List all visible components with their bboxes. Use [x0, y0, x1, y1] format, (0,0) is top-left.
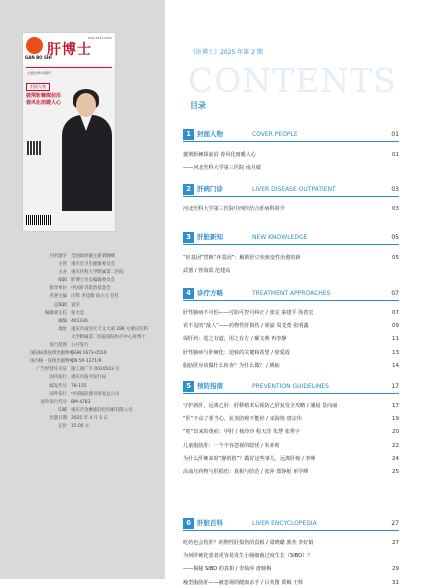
left-panel [0, 0, 165, 579]
section-page: 05 [391, 234, 399, 241]
masthead-value: CN 50-1271/R [71, 359, 102, 365]
masthead-row [30, 318, 160, 326]
masthead-row [30, 374, 160, 382]
masthead-value: 重庆医科大学附属第二医院 [71, 270, 124, 276]
article-title: 脂肪肝应该做什么检查？为什么做？ / 姚灿 [183, 362, 280, 369]
article-entry[interactable] [183, 309, 399, 318]
article-page: 27 [392, 540, 399, 546]
masthead-key: 国际标准连续出版物号 [30, 351, 74, 357]
masthead-row [30, 326, 160, 334]
section-rule [183, 393, 399, 394]
section-number: 5 [183, 381, 194, 392]
masthead-key: 编辑 [58, 278, 67, 284]
article-page: 05 [392, 255, 399, 261]
section-header[interactable] [183, 381, 399, 392]
masthead-key: 国外发行 [49, 391, 67, 397]
article-page: 01 [392, 152, 399, 158]
section-title-cn: 肝病门诊 [197, 185, 223, 193]
article-title: 保肝药：选之有道，用之有方 / 戴文燕 再李静 [183, 336, 287, 343]
article-page: 03 [392, 206, 399, 212]
article-title: 河北医科大学第三医院中西医结合肝病科简介 [183, 206, 285, 212]
masthead-value: 大学附属第二医院国际医疗中心肝博士 [71, 334, 146, 340]
masthead-row [30, 334, 160, 342]
masthead-key: 总编辑 [53, 302, 67, 308]
masthead-value: 重庆市南岸区天文大道 288 号重庆医科 [71, 326, 149, 332]
masthead-value: 78-155 [71, 383, 87, 389]
article-title: 肝性脑病不可怕——可防可控可纠正 / 张亮 秦建平 汤善宏 [183, 310, 314, 316]
article-page: 31 [392, 579, 399, 586]
masthead-value: ISSN 1673-0550 [71, 351, 107, 357]
masthead-value: 肝博士杂志编辑委员会 [71, 278, 115, 284]
masthead-value: 袁军 [71, 302, 80, 308]
section-number: 1 [183, 129, 194, 140]
article-title: “肝”不动了要当心，抗炎防癌不能停 / 宋海艳 唐宗伟 [183, 416, 302, 423]
masthead-row [30, 358, 160, 366]
masthead-key: 印刷 [58, 407, 67, 413]
article-entry[interactable] [183, 335, 399, 344]
article-page: 13 [392, 349, 399, 356]
contents-title: 目录 [190, 101, 206, 110]
cover-header [23, 33, 115, 65]
masthead-value: 2025 年 4 月 5 日 [71, 415, 108, 421]
section-number: 2 [183, 184, 194, 195]
article-title: 披荆斩棘探前沿 春风化雨暖人心 [183, 152, 256, 158]
article-title: 守护新肝，远离乙肝：肝移植术后预防乙肝复发全攻略 / 潘晨 景向丽 [183, 403, 338, 409]
masthead-row [30, 269, 160, 277]
masthead-value: BM 4783 [71, 399, 91, 405]
masthead-row [30, 423, 160, 431]
article-entry[interactable] [183, 267, 399, 276]
section-title-cn: 肝脏新知 [197, 233, 223, 241]
section-title-cn: 肝脏百科 [197, 519, 223, 527]
section-rule [183, 141, 399, 142]
cover-logo-text: GAN BO SHI [25, 55, 52, 60]
section-title-en: PREVENTION GUIDELINES [252, 383, 329, 390]
masthead-row [30, 350, 160, 358]
section-title-cn: 诊疗方略 [197, 289, 223, 297]
barcode-icon [26, 215, 52, 225]
section-page: 03 [391, 186, 399, 193]
section-page: 17 [391, 383, 399, 390]
masthead [30, 253, 160, 431]
section-number: 4 [183, 288, 194, 299]
article-page: 29 [392, 566, 399, 573]
article-entry[interactable] [183, 455, 399, 464]
article-entry[interactable] [183, 205, 399, 214]
masthead-key: 刊名题字 [49, 254, 67, 259]
section-header[interactable] [183, 129, 399, 140]
article-entry[interactable] [183, 579, 399, 588]
masthead-value: 重庆市报刊发行局 [71, 375, 107, 381]
masthead-row [30, 407, 160, 415]
masthead-row [30, 310, 160, 318]
masthead-value: 重庆市金雅迪彩色印刷有限公司 [71, 407, 133, 413]
section-title-en: NEW KNOWLEDGE [252, 234, 308, 241]
section-header[interactable] [183, 518, 399, 529]
section-rule [183, 530, 399, 531]
section-title-en: LIVER ENCYCLOPEDIA [252, 520, 317, 527]
article-page: 22 [392, 442, 399, 449]
masthead-row [30, 285, 160, 293]
section-rule [183, 196, 399, 197]
article-entry[interactable] [183, 349, 399, 358]
section-title-en: TREATMENT APPROACHES [252, 290, 331, 297]
article-title: 肝性脑病与肝硬化：逆转的关键和希望 / 徐爱霞 [183, 349, 290, 356]
masthead-value: 中国国际图书贸易总公司 [71, 391, 120, 397]
masthead-key: 国外发行代号 [40, 399, 67, 405]
logo-icon [26, 37, 43, 54]
masthead-key: 主办 [58, 270, 67, 276]
section-number: 3 [183, 232, 194, 243]
article-title: 儿童脂肪肝：一个不容忽视的隐忧 / 朱亚莉 [183, 442, 280, 449]
masthead-key: 地址 [58, 326, 67, 332]
cover-divider [26, 67, 112, 68]
masthead-key: 主管 [58, 262, 67, 268]
masthead-row [30, 253, 160, 261]
masthead-row [30, 383, 160, 391]
masthead-key: 邮编 [58, 318, 67, 324]
article-entry[interactable] [183, 362, 399, 371]
masthead-row [30, 415, 160, 423]
article-entry[interactable] [183, 565, 399, 574]
article-page: 19 [392, 416, 399, 423]
masthead-value: 重庆市卫生健康委员会 [71, 262, 115, 268]
magazine-cover[interactable] [22, 32, 116, 232]
masthead-row [30, 261, 160, 269]
masthead-row [30, 342, 160, 350]
masthead-key: 广告经营许可证 [36, 367, 67, 373]
article-title: 为什么肝硬来时“静悄悄”？做好这些事儿，远离肝癌 / 李峥 [183, 455, 316, 462]
masthead-value: 全国政协副主席刘晓峰 [71, 254, 115, 259]
masthead-key: 出版日期 [49, 415, 67, 421]
masthead-key: 名誉主编 [49, 294, 67, 300]
article-entry[interactable] [183, 415, 399, 424]
article-title: ——河北医科大学第三医院 南月敏 [183, 165, 262, 172]
article-title: ——揭秘 SIBO 的真相 / 李仙萍 唐映梅 [183, 566, 272, 573]
article-title: “吃”出来的黄疸：甲肝 / 杨玲玲 程天洋 朱慧 张秀宇 [183, 429, 300, 436]
masthead-row [30, 399, 160, 407]
cover-subtitle: 全国优秀科普期刊 [27, 71, 52, 75]
cover-title: 肝博士 [47, 42, 92, 58]
masthead-key: 指导单位 [49, 286, 67, 292]
section-header[interactable] [183, 232, 399, 243]
article-title: 武器 / 曾海霞 范建高 [183, 268, 231, 275]
masthead-value: 张大忠 [71, 310, 85, 316]
article-title: 吃药也会伤肝？药物性肝损伤的真相 / 周晓璐 郭杰 李好娟 [183, 540, 314, 546]
article-entry[interactable] [183, 468, 399, 477]
masthead-value: 401336 [71, 318, 88, 324]
article-page: 09 [392, 323, 399, 330]
section-header[interactable] [183, 184, 399, 195]
article-page: 07 [392, 310, 399, 316]
article-entry[interactable] [183, 402, 399, 411]
masthead-row [30, 277, 160, 285]
article-page: 25 [392, 469, 399, 475]
masthead-key: 定价 [58, 423, 67, 429]
masthead-value: 公开发行 [71, 343, 89, 349]
article-entry[interactable] [183, 322, 399, 331]
masthead-key: 国内发行 [49, 375, 67, 381]
cover-issn: ISSN 1673-0550 [87, 36, 112, 40]
article-title: 瘦型脂肪肝——被忽视的健康杀手 / 吕英图 贾梅 王辉 [183, 579, 304, 586]
article-entry[interactable] [183, 254, 399, 263]
cover-tag: 封面人物 [26, 83, 50, 91]
masthead-key: 邮发代号 [49, 383, 67, 389]
article-entry[interactable] [183, 552, 399, 561]
cover-photo [59, 87, 115, 211]
section-rule [183, 300, 399, 301]
masthead-row [30, 293, 160, 301]
article-entry[interactable] [183, 442, 399, 451]
article-page: 11 [392, 336, 399, 343]
article-page: 14 [392, 362, 399, 369]
masthead-key: 编辑部主任 [45, 310, 67, 316]
cover-headline: 披荆斩棘探前沿 春风化雨暖人心 [26, 93, 62, 106]
qr-code-icon [27, 141, 41, 155]
article-entry[interactable] [183, 539, 399, 548]
section-header[interactable] [183, 288, 399, 299]
masthead-row [30, 391, 160, 399]
section-title-en: COVER PEOPLE [252, 131, 298, 138]
section-title-en: LIVER DISEASE OUTPATIENT [252, 186, 336, 193]
article-entry[interactable] [183, 151, 399, 160]
section-title-cn: 封面人物 [197, 130, 223, 138]
masthead-key: 发行范围 [49, 343, 67, 349]
section-number: 6 [183, 518, 194, 529]
masthead-key: 国内统一连续出版物号 [30, 359, 74, 365]
issue-label: 《肝博士》2025 年第 2 期 [190, 49, 263, 56]
article-entry[interactable] [183, 428, 399, 437]
article-title: 高血压药物与肝损伤：真相与防范 / 张萍 郑铮妮 单学峰 [183, 469, 309, 475]
masthead-row [30, 366, 160, 374]
article-title: “好基因”替换“坏基因”：解锁肝豆状核变性治愈的新 [183, 255, 301, 261]
article-page: 24 [392, 455, 399, 462]
article-title: 看不见的“敌人”——药物性肝损伤 / 梁晏 周爻勇 张明鑫 [183, 323, 309, 330]
masthead-value: 庄辉 李佳薇 徐小元 任红 [71, 294, 120, 300]
section-title-cn: 预防指南 [197, 382, 223, 390]
section-page: 01 [391, 131, 399, 138]
masthead-value: 中国肝炎防治基金会 [71, 286, 111, 292]
article-page: 20 [392, 429, 399, 436]
section-page: 27 [391, 520, 399, 527]
masthead-value: 渝工商广字 0020503 号 [71, 367, 120, 373]
masthead-row [30, 302, 160, 310]
masthead-value: 15.00 元 [71, 423, 90, 429]
article-page: 17 [392, 403, 399, 409]
article-entry[interactable] [183, 164, 399, 173]
section-rule [183, 244, 399, 245]
contents-heading: CONTENTS [188, 61, 397, 100]
article-title: 为何肝硬化患者更容易发生小肠细菌过度生长（SIBO）？ [183, 553, 313, 560]
section-page: 07 [391, 290, 399, 297]
